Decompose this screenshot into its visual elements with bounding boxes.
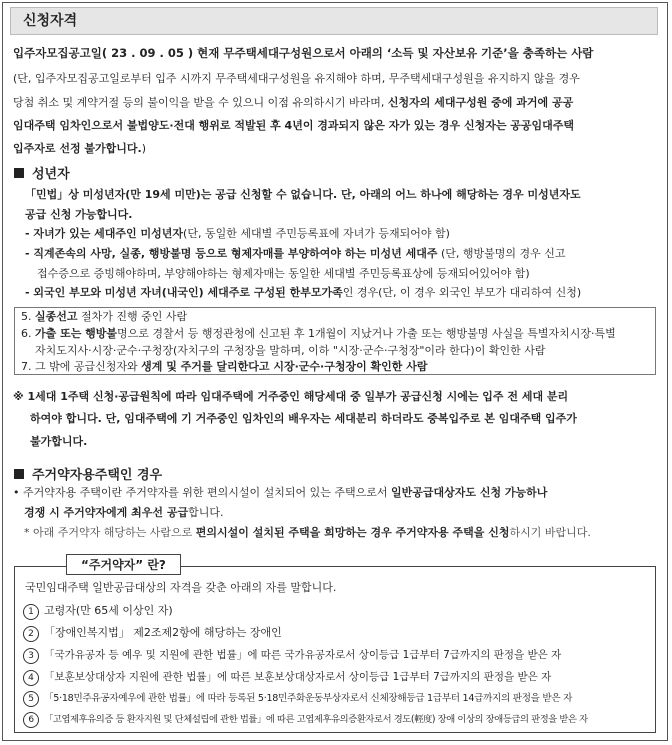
definition-item (23, 600, 173, 622)
minor-para-1: 「민법」상 미성년자(만 19세 미만)는 공급 신청할 수 없습니다. 단, 아래의 어느 하나에 해당하는 경우 미성년자도 (25, 188, 581, 201)
housing-line-1-bold: 일반공급대상자도 신청 가능하나 (391, 486, 548, 499)
housing-heading-text: 주거약자용주택인 경우 (32, 468, 163, 483)
housing-line-2 (24, 503, 223, 523)
housing-heading (14, 464, 162, 483)
definition-item-text: 「보훈보상대상자 지원에 관한 법률」에 따른 보훈보상대상자로서 상이등급 1급부터 7급까지의 판정을 받은 자 (44, 671, 552, 683)
definition-item-text: 「5·18민주유공자예우에 관한 법률」에 따라 등록된 5·18민주화운동부상자로서 신체장해등급 1급부터 14급까지의 판정을 받은 자 (44, 693, 573, 704)
square-bullet-icon (14, 168, 24, 178)
housing-line-3-end: 하시기 바랍니다. (509, 526, 591, 539)
circled-number-icon: 3 (23, 648, 39, 664)
housing-line-1-plain: • 주거약자용 주택이란 주거약자를 위한 편의시설이 설치되어 있는 주택으로서 (13, 486, 391, 499)
minor-heading (14, 163, 70, 182)
intro-line-1: 입주자모집공고일( 23 . 09 . 05 ) 현재 무주택세대구성원으로서 아래의 ‘소득 및 자산보유 기준’을 충족하는 사람 (13, 46, 594, 60)
intro-line-3-plain: 당첨 취소 및 계약거절 등의 불이익을 받을 수 있으니 이점 유의하시기 바라며, (13, 96, 388, 109)
case-5-num: 5. (21, 310, 35, 323)
circled-number-icon: 1 (23, 604, 39, 620)
definition-item (23, 666, 551, 688)
intro-line-5-close: ) (141, 142, 147, 155)
definition-item (23, 688, 572, 710)
housing-line-3-plain: * 아래 주거약자 해당하는 사람으로 (24, 526, 196, 539)
case-5 (21, 308, 187, 325)
case-6-bold: 가출 또는 행방불 (35, 327, 118, 340)
definition-item-text: 고령자(만 65세 이상인 자) (44, 604, 173, 617)
minor-bullet-1-plain: (단, 동일한 세대별 주민등록표에 자녀가 등재되어야 함) (183, 227, 450, 240)
housing-line-2-plain: 합니다. (188, 506, 224, 519)
case-5-plain: 절차가 진행 중인 사람 (77, 310, 188, 323)
minor-bullet-2-plain: (단, 행방불명의 경우 신고 (437, 247, 566, 260)
intro-line-3-bold: 신청자의 세대구성원 중에 과거에 공공 (387, 96, 574, 109)
case-5-bold: 실종선고 (35, 310, 78, 323)
case-6-num: 6. (21, 327, 35, 340)
minor-bullet-1 (25, 224, 450, 244)
housing-line-2-bold: 경쟁 시 주거약자에게 최우선 공급 (24, 506, 189, 519)
square-bullet-icon (14, 469, 24, 479)
intro-line-2: (단, 입주자모집공고일로부터 입주 시까지 무주택세대구성원을 유지해야 하며, 무주택세대구성원을 유지하지 않을 경우 (13, 72, 580, 85)
minor-bullet-3-plain: 인 경우(단, 이 경우 외국인 부모가 대리하여 신청) (342, 286, 582, 299)
housing-line-1 (13, 483, 547, 503)
intro-line-4: 임대주택 임차인으로서 불법양도·전대 행위로 적발된 후 4년이 경과되지 않은 자가 있는 경우 신청자는 공공임대주택 (13, 119, 575, 132)
housing-vulnerable-definition-box (14, 566, 656, 733)
additional-cases-box (14, 307, 656, 375)
case-6 (21, 325, 616, 342)
section-title: 신청자격 (10, 7, 658, 35)
circled-number-icon: 6 (23, 712, 39, 728)
circled-number-icon: 2 (23, 626, 39, 642)
circled-number-icon: 5 (23, 691, 39, 707)
definition-item (23, 709, 588, 731)
minor-bullet-3-bold: - 외국인 부모와 미성년 자녀(내국인) 세대주로 구성된 한부모가족 (25, 286, 343, 299)
definition-box-label: “주거약자” 란? (66, 554, 181, 575)
case-7-plain: 7. 그 밖에 공급신청자와 (21, 360, 142, 373)
definition-item-text: 「국가유공자 등 예우 및 지원에 관한 법률」에 따른 국가유공자로서 상이등급 1급부터 7급까지의 판정을 받은 자 (44, 649, 562, 661)
case-6-cont: 자치도지사·시장·군수·구청장(자치구의 구청장을 말하며, 이하 "시장·군수·구청장"이라 한다)이 확인한 사람 (35, 344, 546, 357)
minor-bullet-3 (25, 283, 581, 303)
notice-line-3: 불가합니다. (30, 435, 88, 448)
minor-heading-text: 성년자 (32, 167, 70, 182)
definition-item (23, 622, 282, 644)
minor-bullet-1-bold: - 자녀가 있는 세대주인 미성년자 (25, 227, 184, 240)
minor-para-2: 공급 신청 가능합니다. (25, 208, 133, 221)
intro-line-5 (13, 139, 146, 159)
minor-bullet-2 (25, 244, 566, 264)
case-6-plain: 명으로 경찰서 등 행정관청에 신고된 후 1개월이 지났거나 가출 또는 행방불명 사실을 특별자치시장·특별 (117, 327, 616, 340)
definition-item-text: 「장애인복지법」 제2조제2항에 해당하는 장애인 (44, 626, 282, 639)
housing-line-3 (24, 523, 591, 543)
case-7 (21, 358, 427, 375)
circled-number-icon: 4 (23, 670, 39, 686)
minor-bullet-2-bold: - 직계존속의 사망, 실종, 행방불명 등으로 형제자매를 부양하여야 하는 미성년 세대주 (25, 247, 438, 260)
definition-item (23, 644, 561, 666)
housing-line-3-bold: 편의시설이 설치된 주택을 희망하는 경우 주거약자용 주택을 신청 (195, 526, 510, 539)
notice-line-1: ※ 1세대 1주택 신청·공급원칙에 따라 임대주택에 거주중인 해당세대 중 일부가 공급신청 시에는 입주 전 세대 분리 (13, 390, 569, 403)
intro-line-3 (13, 93, 573, 113)
case-7-bold: 생계 및 주거를 달리한다고 시장·군수·구청장이 확인한 사람 (141, 360, 428, 373)
definition-intro: 국민임대주택 일반공급대상의 자격을 갖춘 아래의 자를 말합니다. (25, 581, 337, 594)
notice-line-2: 하여야 합니다. 단, 임대주택에 기 거주중인 임차인의 배우자는 세대분리 하더라도 중복입주로 본 임대주택 입주가 (30, 412, 577, 425)
minor-bullet-2-cont: 접수증으로 증빙해야하며, 부양해야하는 형제자매는 동일한 세대별 주민등록표상에 등재되어있어야 함) (37, 267, 530, 280)
definition-item-text: 「고엽제후유의증 등 환자지원 및 단체설립에 관한 법률」에 따른 고엽제후유의증환자로서 경도(輕度) 장애 이상의 장애등급의 판정을 받은 자 (44, 714, 588, 725)
intro-line-5-bold: 입주자로 선정 불가합니다. (13, 142, 142, 155)
